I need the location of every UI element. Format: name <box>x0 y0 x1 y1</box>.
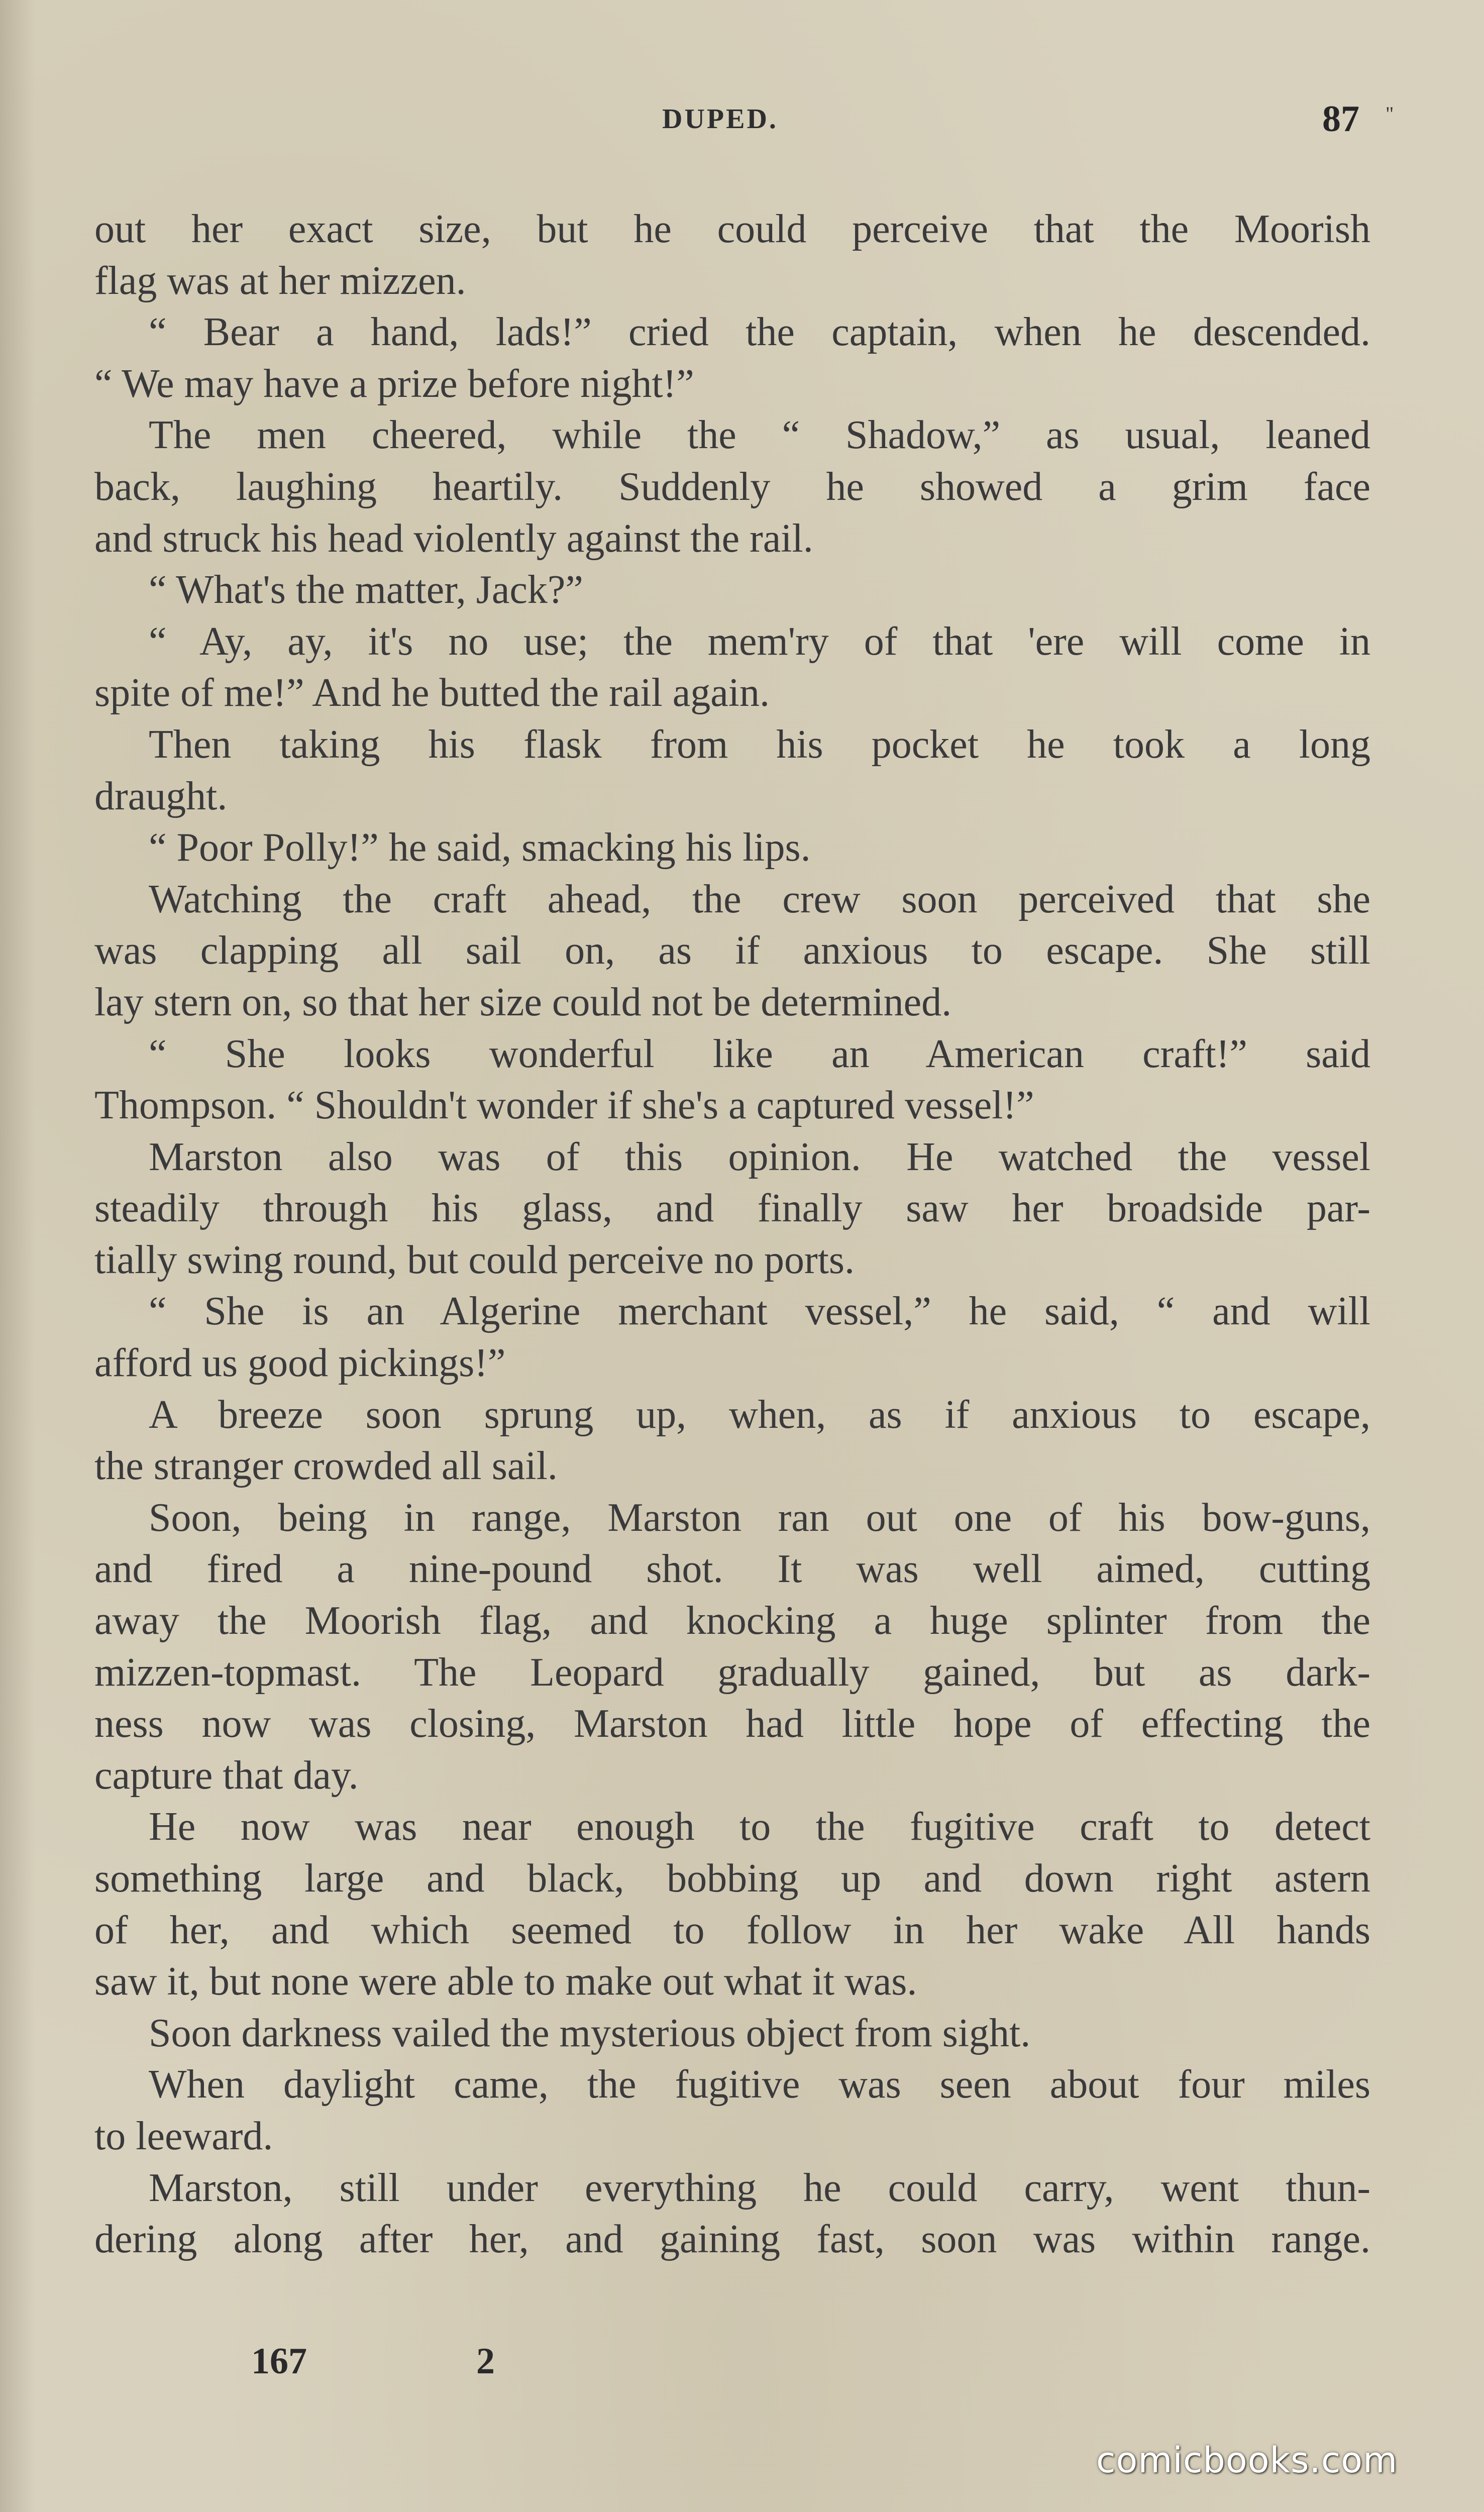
printer-signature <box>0 2340 1484 2390</box>
text-line: The men cheered, while the “ Shadow,” as usual, leaned <box>149 413 1370 458</box>
text-line: “ Poor Polly!” he said, smacking his lips. <box>149 825 811 870</box>
text-line: draught. <box>94 774 228 818</box>
body-text <box>94 203 1370 2265</box>
signature-number: 167 <box>251 2341 307 2382</box>
text-line: was clapping all sail on, as if anxious to escape. She still <box>94 928 1370 973</box>
text-line: tially swing round, but could perceive no ports. <box>94 1237 855 1282</box>
text-line: Thompson. “ Shouldn't wonder if she's a captured vessel!” <box>94 1083 1034 1128</box>
text-line: spite of me!” And he butted the rail again. <box>94 671 770 715</box>
text-line: ness now was closing, Marston had little hope of effecting the <box>94 1702 1370 1746</box>
corner-mark: " <box>1386 102 1394 125</box>
text-line: When daylight came, the fugitive was seen about four miles <box>149 2062 1370 2107</box>
text-line: Soon, being in range, Marston ran out one of his bow-guns, <box>149 1495 1370 1540</box>
text-line: dering along after her, and gaining fast, soon was within range. <box>94 2217 1370 2262</box>
text-line: “ Ay, ay, it's no use; the mem'ry of that 'ere will come in <box>149 619 1370 664</box>
text-line: “ She is an Algerine merchant vessel,” he said, “ and will <box>149 1289 1370 1334</box>
text-line: A breeze soon sprung up, when, as if anxious to escape, <box>149 1392 1370 1437</box>
text-line: “ Bear a hand, lads!” cried the captain, when he descended. <box>149 310 1370 355</box>
text-line: saw it, but none were able to make out what it was. <box>94 1959 917 2004</box>
text-line: He now was near enough to the fugitive craft to detect <box>149 1805 1370 1849</box>
text-line: Then taking his flask from his pocket he took a long <box>149 722 1370 767</box>
text-line: and struck his head violently against the rail. <box>94 516 813 561</box>
text-line: the stranger crowded all sail. <box>94 1444 558 1489</box>
page-number: 87 <box>1322 98 1359 140</box>
page-edge-shadow <box>0 0 35 2512</box>
text-line: and fired a nine-pound shot. It was well aimed, cutting <box>94 1547 1370 1592</box>
text-line: away the Moorish flag, and knocking a huge splinter from the <box>94 1599 1370 1643</box>
text-line: something large and black, bobbing up and down right astern <box>94 1856 1370 1901</box>
text-line: “ What's the matter, Jack?” <box>149 568 583 612</box>
text-line: mizzen-topmast. The Leopard gradually gained, but as dark- <box>94 1650 1370 1695</box>
text-line: flag was at her mizzen. <box>94 258 466 303</box>
text-line: out her exact size, but he could perceive that the Moorish <box>94 207 1370 251</box>
text-line: “ She looks wonderful like an American craft!” said <box>149 1031 1370 1076</box>
text-line: Marston, still under everything he could carry, went thun- <box>149 2165 1370 2210</box>
signature-mark: 2 <box>476 2341 495 2382</box>
text-line: Soon darkness vailed the mysterious object from sight. <box>149 2011 1031 2055</box>
text-line: back, laughing heartily. Suddenly he showed a grim face <box>94 464 1370 509</box>
text-line: afford us good pickings!” <box>94 1341 506 1386</box>
text-line: Marston also was of this opinion. He watched the vessel <box>149 1134 1370 1179</box>
text-line: to leeward. <box>94 2114 273 2158</box>
text-line: steadily through his glass, and finally saw her broadside par- <box>94 1186 1370 1231</box>
text-line: lay stern on, so that her size could not be determined. <box>94 980 952 1024</box>
watermark: comicbooks.com <box>1096 2440 1398 2481</box>
text-line: Watching the craft ahead, the crew soon perceived that she <box>149 877 1370 921</box>
text-line: capture that day. <box>94 1753 359 1798</box>
text-line: “ We may have a prize before night!” <box>94 361 694 406</box>
running-head: DUPED. <box>662 103 778 135</box>
text-line: of her, and which seemed to follow in her wake All hands <box>94 1908 1370 1952</box>
page-header <box>0 98 1484 143</box>
